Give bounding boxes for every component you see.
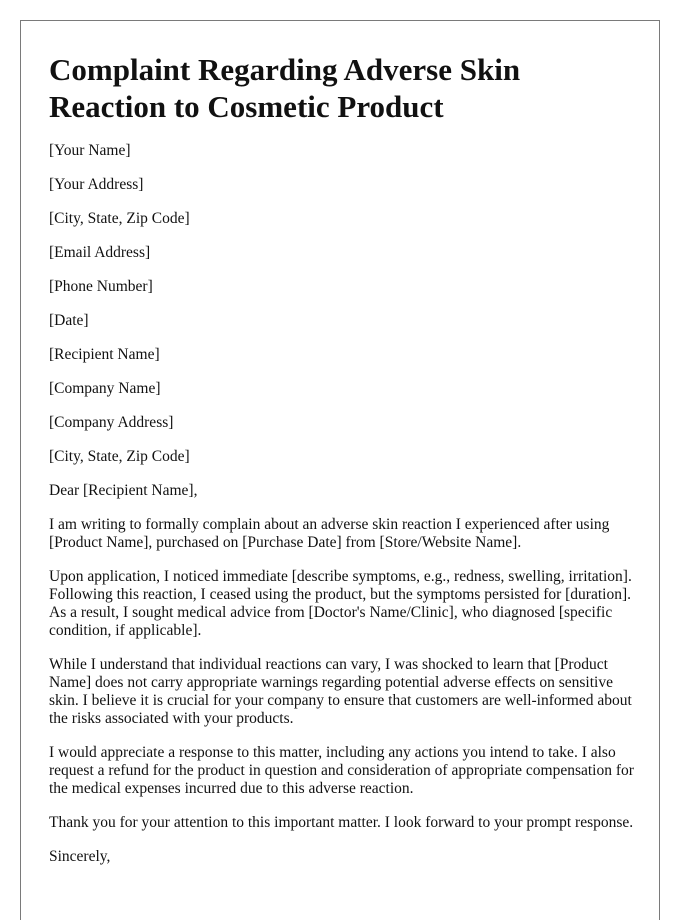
letter-title: Complaint Regarding Adverse Skin Reaction to Cosmetic Product — [49, 52, 521, 124]
sender-email: [Email Address] — [49, 244, 151, 261]
body-paragraph: While I understand that individual reactions can vary, I was shocked to learn that [Product Name] does not carry appropriate warnings regarding potential adverse effects on sensitive skin. I believe it is crucial for your company to ensure that customers are well-informed about the risks associated with your products. — [49, 656, 632, 727]
salutation: Dear [Recipient Name], — [49, 482, 198, 499]
recipient-name: [Recipient Name] — [49, 346, 160, 363]
sender-city-state-zip: [City, State, Zip Code] — [49, 210, 190, 227]
sender-phone: [Phone Number] — [49, 278, 153, 295]
sender-address: [Your Address] — [49, 176, 144, 193]
recipient-city-state-zip: [City, State, Zip Code] — [49, 448, 190, 465]
body-paragraph: Thank you for your attention to this important matter. I look forward to your prompt response. — [49, 814, 634, 831]
recipient-company-address: [Company Address] — [49, 414, 174, 431]
sender-name: [Your Name] — [49, 142, 131, 159]
letter-content — [49, 51, 634, 882]
letter-page — [20, 20, 660, 920]
body-paragraph: I would appreciate a response to this matter, including any actions you intend to take. I also request a refund for the product in question and consideration of appropriate compensation for the medical expenses incurred due to this adverse reaction. — [49, 744, 634, 797]
closing: Sincerely, — [49, 848, 111, 865]
body-paragraph: I am writing to formally complain about an adverse skin reaction I experienced after using [Product Name], purchased on [Purchase Date] from [Store/Website Name]. — [49, 516, 610, 551]
letter-date: [Date] — [49, 312, 89, 329]
body-paragraph: Upon application, I noticed immediate [describe symptoms, e.g., redness, swelling, irritation]. Following this reaction, I ceased using the product, but the symptoms persisted for [duration]. As a result, I sought medical advice from [Doctor's Name/Clinic], who diagnosed [specific condition, if applicable]. — [49, 568, 632, 639]
recipient-company: [Company Name] — [49, 380, 161, 397]
